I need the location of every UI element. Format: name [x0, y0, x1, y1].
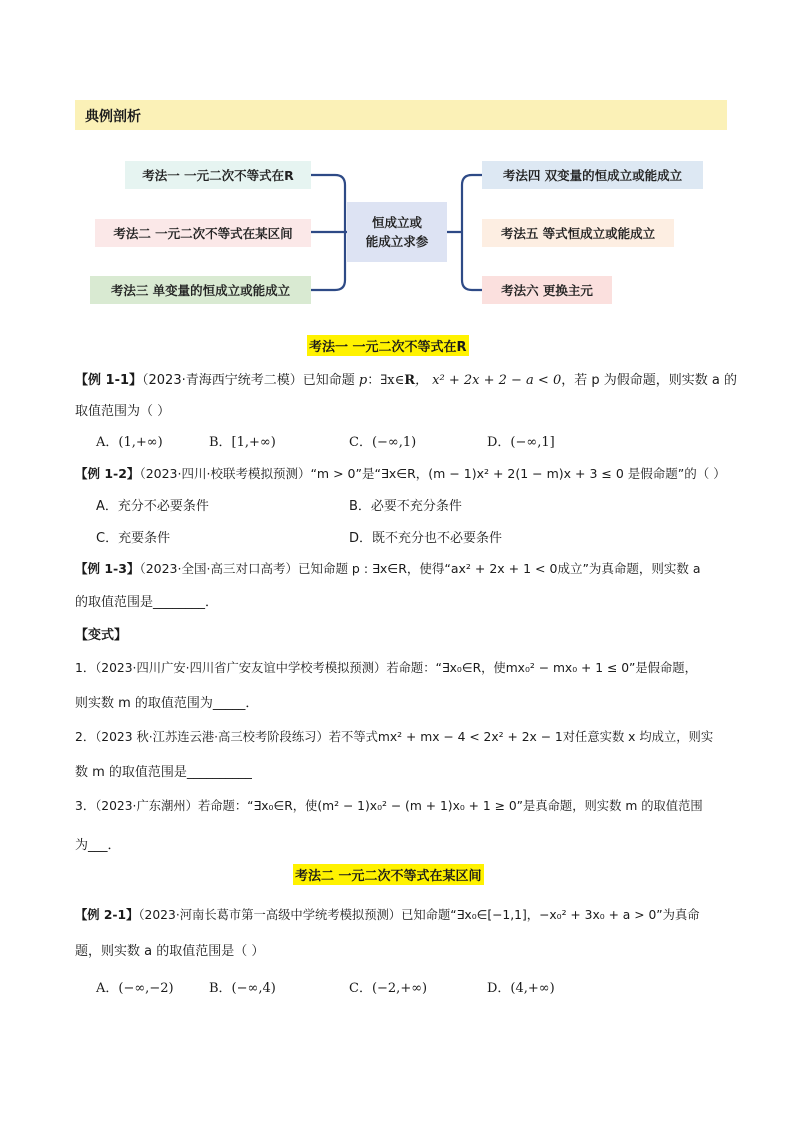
option-d: D．既不充分也不必要条件 — [349, 531, 503, 546]
option-b: B．(−∞,4) — [209, 981, 276, 996]
option-a: A．(−∞,−2) — [96, 981, 174, 996]
option-b: B．必要不充分条件 — [349, 499, 462, 514]
section-1-title-r: R — [456, 340, 467, 355]
method-3-box: 考法三 单变量的恒成立或能成立 — [90, 276, 311, 304]
math-R: R — [404, 373, 416, 388]
example-1-1-source: （2023·青海西宁统考二模）已知命题 — [142, 373, 355, 388]
example-tag: 【例 1-2】 — [75, 466, 140, 481]
example-1-1-tail: ，若 p 为假命题，则实数 a 的 — [561, 373, 737, 388]
option-c: C．(−∞,1) — [349, 435, 417, 450]
example-1-3-line-2: 的取值范围是________． — [75, 595, 219, 610]
math-exists: ：∃x∈ — [367, 373, 405, 388]
center-line-2: 能成立求参 — [365, 234, 429, 249]
section-1-title-text: 考法一 一元二次不等式在 — [309, 340, 457, 355]
example-1-1-line-2: 取值范围为（ ） — [75, 404, 171, 419]
math-p: p — [358, 373, 368, 388]
example-2-1-line-2: 题，则实数 a 的取值范围是（ ） — [75, 944, 265, 959]
example-tag: 【例 2-1】 — [75, 908, 139, 922]
variant-2-line-2: 数 m 的取值范围是__________ — [75, 765, 252, 780]
example-2-1-text: （2023·河南长葛市第一高级中学统考模拟预测）已知命题“∃x₀∈[−1,1]，−x₀² + 3x₀ + a > 0”为真命 — [138, 908, 700, 922]
variant-3-line-1: 3．（2023·广东潮州）若命题：“∃x₀∈R，使(m² − 1)x₀² − (m + 1)x₀ + 1 ≥ 0”是真命题，则实数 m 的取值范围 — [75, 799, 703, 813]
variant-1-line-1: 1．（2023·四川广安·四川省广安友谊中学校考模拟预测）若命题：“∃x₀∈R，使mx₀² − mx₀ + 1 ≤ 0”是假命题， — [75, 661, 697, 675]
connector-right — [447, 175, 482, 290]
example-1-2-line-1 — [75, 464, 726, 482]
connector-left — [311, 175, 347, 290]
variant-title: 【变式】 — [75, 628, 128, 643]
example-1-3-line-1 — [75, 559, 701, 577]
method-1-box: 考法一 一元二次不等式在R — [125, 161, 311, 189]
example-tag: 【例 1-1】 — [75, 373, 143, 388]
option-c: C．充要条件 — [96, 531, 171, 546]
method-6-box: 考法六 更换主元 — [482, 276, 612, 304]
center-topic-box — [347, 202, 447, 262]
option-c: C．(−2,+∞) — [349, 981, 428, 996]
method-4-box: 考法四 双变量的恒成立或能成立 — [482, 161, 703, 189]
example-1-3-text: （2023·全国·高三对口高考）已知命题 p : ∃x∈R，使得“ax² + 2x + 1 < 0成立”为真命题，则实数 a — [139, 561, 701, 576]
example-2-1-line-1 — [75, 905, 700, 923]
variant-1-line-2: 则实数 m 的取值范围为_____． — [75, 696, 259, 711]
variant-3-line-2: 为___． — [75, 838, 121, 853]
center-line-1: 恒成立或 — [371, 215, 422, 230]
option-a: A．(1,+∞) — [96, 435, 163, 450]
banner-title: 典例剖析 — [85, 109, 141, 125]
math-inequality: ， x² + 2x + 2 − a < 0 — [415, 373, 562, 388]
option-a: A．充分不必要条件 — [96, 499, 209, 514]
example-1-1-line-1 — [75, 369, 737, 388]
option-b: B．[1,+∞) — [209, 435, 276, 450]
section-2-title: 考法二 一元二次不等式在某区间 — [293, 864, 484, 885]
option-d: D．(−∞,1] — [487, 435, 555, 450]
option-d: D．(4,+∞) — [487, 981, 555, 996]
method-5-box: 考法五 等式恒成立或能成立 — [482, 219, 674, 247]
section-1-title — [307, 335, 469, 356]
method-2-box: 考法二 一元二次不等式在某区间 — [95, 219, 311, 247]
example-1-2-text: （2023·四川·校联考模拟预测）“m > 0”是“∃x∈R，(m − 1)x² + 2(1 − m)x + 3 ≤ 0 是假命题”的（ ） — [139, 466, 726, 481]
example-tag: 【例 1-3】 — [75, 561, 140, 576]
variant-2-line-1: 2．（2023 秋·江苏连云港·高三校考阶段练习）若不等式mx² + mx − 4 < 2x² + 2x − 1对任意实数 x 均成立，则实 — [75, 730, 714, 744]
